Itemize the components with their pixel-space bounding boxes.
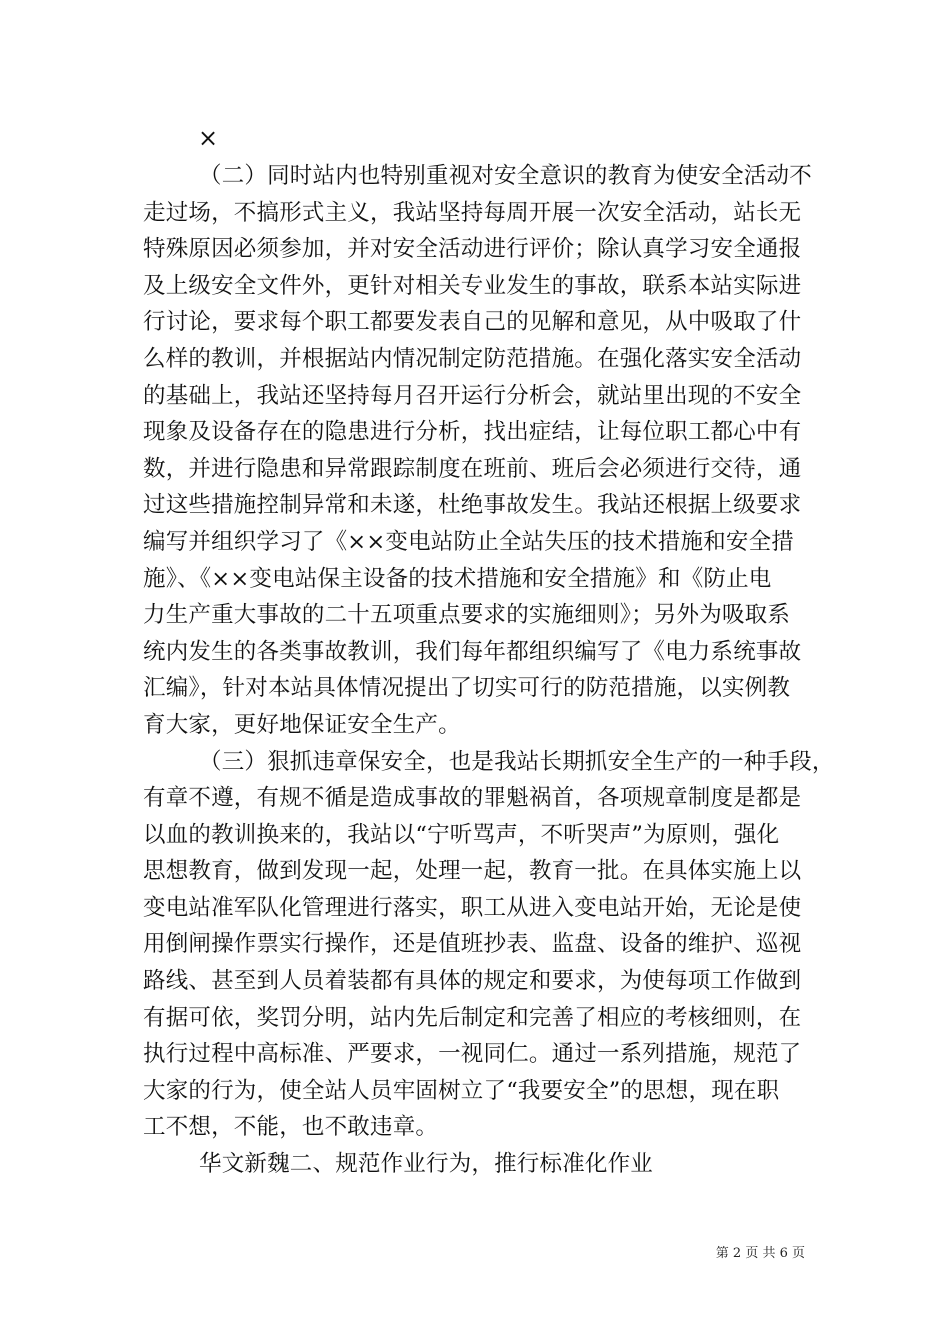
paragraph-line: 思想教育，做到发现一起，处理一起，教育一批。在具体实施上以 xyxy=(143,858,802,885)
paragraph-line: 有据可依，奖罚分明，站内先后制定和完善了相应的考核细则，在 xyxy=(143,1004,802,1031)
paragraph-line: 以血的教训换来的，我站以“宁听骂声，不听哭声”为原则，强化 xyxy=(143,821,780,848)
document-body xyxy=(143,158,835,1183)
paragraph-line: 么样的教训，并根据站内情况制定防范措施。在强化落实安全活动 xyxy=(143,345,802,372)
paragraph-line: 汇编》，针对本站具体情况提出了切实可行的防范措施，以实例教 xyxy=(143,675,791,702)
paragraph-line: 现象及设备存在的隐患进行分析，找出症结，让每位职工都心中有 xyxy=(143,419,802,446)
paragraph-two xyxy=(143,158,819,744)
paragraph-three xyxy=(143,744,835,1147)
section-heading: 华文新魏二、规范作业行为，推行标准化作业 xyxy=(199,1151,654,1178)
paragraph-line: 变电站准军队化管理进行落实，职工从进入变电站开始，无论是使 xyxy=(143,894,802,921)
paragraph-line: 统内发生的各类事故教训，我们每年都组织编写了《电力系统事故 xyxy=(143,638,802,665)
paragraph-line: （二）同时站内也特别重视对安全意识的教育为使安全活动不 xyxy=(199,163,812,189)
paragraph-line: 工不想，不能，也不敢违章。 xyxy=(143,1114,439,1141)
page-number-footer: 第 2 页 共 6 页 xyxy=(715,1246,805,1261)
paragraph-line: 大家的行为，使全站人员牢固树立了“我要安全”的思想，现在职 xyxy=(143,1077,780,1104)
paragraph-line: 编写并组织学习了《××变电站防止全站失压的技术措施和安全措 xyxy=(143,528,795,555)
paragraph-line: 路线、甚至到人员着装都有具体的规定和要求，为使每项工作做到 xyxy=(143,968,802,995)
paragraph-line: 育大家，更好地保证安全生产。 xyxy=(143,711,461,738)
paragraph-line: 行讨论，要求每个职工都要发表自己的见解和意见，从中吸取了什 xyxy=(143,309,802,336)
paragraph-line: 用倒闸操作票实行操作，还是值班抄表、监盘、设备的维护、巡视 xyxy=(143,931,802,958)
paragraph-line: 特殊原因必须参加，并对安全活动进行评价；除认真学习安全通报 xyxy=(143,236,802,263)
paragraph-line: 力生产重大事故的二十五项重点要求的实施细则》；另外为吸取系 xyxy=(143,602,791,629)
paragraph-line: 过这些措施控制异常和未遂，杜绝事故发生。我站还根据上级要求 xyxy=(143,492,802,519)
paragraph-line: 的基础上，我站还坚持每月召开运行分析会，就站里出现的不安全 xyxy=(143,382,802,409)
paragraph-line: 有章不遵，有规不循是造成事故的罪魁祸首，各项规章制度是都是 xyxy=(143,785,802,812)
paragraph-line: 执行过程中高标准、严要求，一视同仁。通过一系列措施，规范了 xyxy=(143,1041,802,1068)
paragraph-line: 施》、《××变电站保主设备的技术措施和安全措施》和《防止电 xyxy=(143,565,772,592)
paragraph-line: 及上级安全文件外，更针对相关专业发生的事故，联系本站实际进 xyxy=(143,272,802,299)
section-heading-paragraph xyxy=(143,1146,819,1183)
paragraph-line: 数，并进行隐患和异常跟踪制度在班前、班后会必须进行交待，通 xyxy=(143,455,802,482)
paragraph-line: 走过场，不搞形式主义，我站坚持每周开展一次安全活动，站长无 xyxy=(143,199,802,226)
top-mark: × xyxy=(198,124,219,152)
paragraph-line: （三）狠抓违章保安全，也是我站长期抓安全生产的一种手段， xyxy=(199,748,835,775)
